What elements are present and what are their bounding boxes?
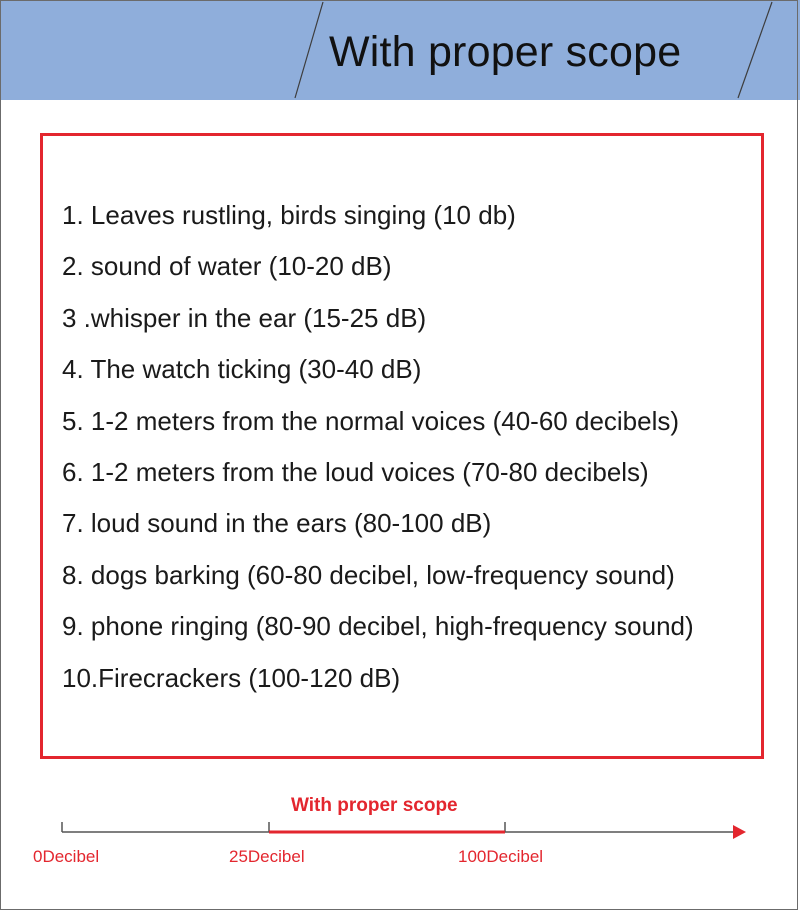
list-item: 6. 1-2 meters from the loud voices (70-80 decibels) [62, 456, 649, 487]
scale-label-lower: 25Decibel [229, 847, 305, 866]
list-item: 1. Leaves rustling, birds singing (10 db) [62, 200, 516, 230]
list-item: 2. sound of water (10-20 dB) [62, 251, 392, 282]
list-item: 7. loud sound in the ears (80-100 dB) [62, 508, 492, 539]
list-item: 10.Firecrackers (100-120 dB) [62, 662, 401, 693]
scale-label-upper: 100Decibel [458, 847, 544, 866]
scale-label-start: 0Decibel [33, 847, 100, 866]
list-item: 5. 1-2 meters from the normal voices (40-60 decibels) [62, 405, 680, 436]
list-item: 9. phone ringing (80-90 decibel, high-frequency sound) [62, 611, 694, 642]
scale-arrowhead [733, 825, 746, 839]
page-title: With proper scope [329, 28, 682, 76]
list-item: 3 .whisper in the ear (15-25 dB) [62, 302, 427, 333]
list-item: 8. dogs barking (60-80 decibel, low-frequency sound) [62, 559, 675, 590]
list-item: 4. The watch ticking (30-40 dB) [62, 354, 422, 385]
scale-title: With proper scope [291, 795, 458, 816]
